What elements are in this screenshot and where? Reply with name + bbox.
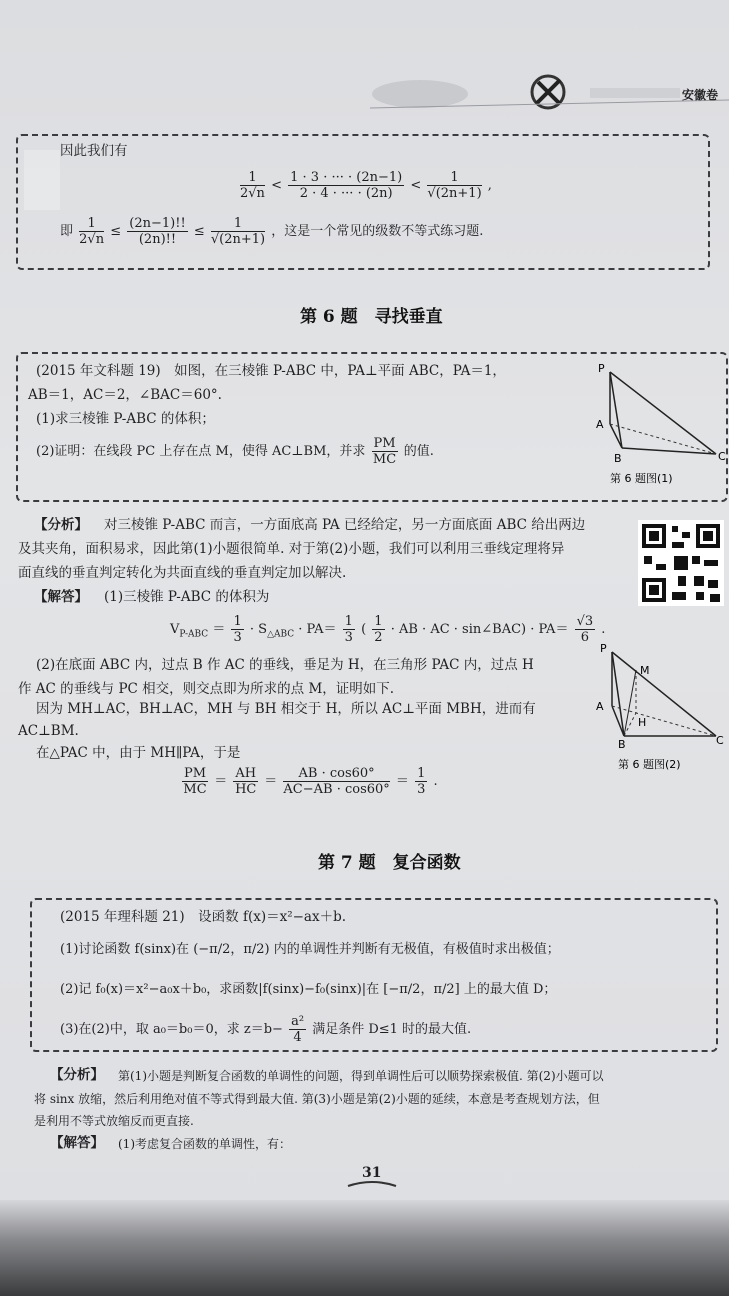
frac-den: 2 · 4 · ··· · (2n) [299,186,393,201]
volume-equation [170,614,605,645]
solution-line-1: (1)三棱锥 P-ABC 的体积为 [104,589,270,605]
header-region: 安徽卷 [682,88,719,102]
qr-code[interactable] [638,520,724,606]
frac-den: 2 [374,630,383,645]
frac-den: 2√n [240,186,265,201]
frac-num: 1 [427,170,481,186]
label-C: C [716,734,724,747]
text: · PA＝ [298,622,337,637]
label-M: M [640,664,650,677]
text: (2)证明：在线段 PC 上存在点 M，使得 AC⊥BM，并求 [36,444,366,459]
header-decoration [370,70,729,116]
frac-den: MC [372,452,397,467]
label-B: B [614,452,622,465]
volume-subscript: P-ABC [179,629,209,640]
page-header [370,70,729,116]
solution-line-4: 因为 MH⊥AC，BH⊥AC，MH 与 BH 相交于 H，所以 AC⊥平面 MBH，进而有 [36,701,536,717]
suffix: ，这是一个常见的级数不等式练习题. [271,224,484,239]
relation: ≤ [193,224,205,239]
label-P: P [600,644,607,655]
analysis-line-2: 将 sinx 放缩，然后利用绝对值不等式得到最大值. 第(3)小题是第(2)小题的延续，本意是考查规划方法，但 [34,1092,600,1106]
text: 内的单调性并判断有无极值，有极值时求出极值； [273,942,560,957]
solution-line-6: 在△PAC 中，由于 MH∥PA，于是 [36,745,241,761]
text: 满足条件 D≤1 时的最大值. [312,1022,472,1037]
problem-line-4 [36,436,434,467]
problem-line-2 [60,938,560,957]
inequality-2 [60,216,483,247]
problem-line-1: (2015 年文科题 19) 如图，在三棱锥 P-ABC 中，PA⊥平面 ABC，PA＝1， [36,363,506,379]
text: (1)讨论函数 f(sinx)在 [60,942,190,957]
frac-den: 3 [417,782,426,797]
frac-den: 6 [580,630,590,645]
interval: (−π/2，π/2) [193,942,270,957]
equals: ＝ [395,774,409,789]
frac-den: AC−AB · cos60° [283,782,390,797]
ratio-equation [180,766,438,797]
inequality-1 [238,170,492,201]
problem-line-3 [60,978,556,997]
figure-6-2 [590,644,728,776]
page-bottom-shadow [0,1200,729,1296]
figure-caption: 第 6 题图(2) [618,758,681,771]
figure-caption: 第 6 题图(1) [610,472,673,485]
analysis-label: 【分析】 [34,517,88,533]
frac-num: 1 [344,614,353,629]
punctuation: . [601,622,606,637]
text: (3)在(2)中，取 a₀＝b₀＝0，求 z＝b− [60,1022,283,1037]
solution-line-2: (2)在底面 ABC 内，过点 B 作 AC 的垂线，垂足为 H，在三角形 PAC 内，过点 H [36,657,534,673]
frac-den: √(2n+1) [210,232,266,247]
frac-den: √(2n+1) [427,186,482,201]
relation: < [410,178,422,193]
prefix: 即 [60,224,74,239]
frac-den: MC [183,782,207,797]
problem-line-1: (2015 年理科题 21) 设函数 f(x)＝x²−ax＋b. [60,909,347,925]
solution-label: 【解答】 [34,589,88,605]
frac-den: 4 [293,1030,302,1045]
intro-line: 因此我们有 [60,143,128,159]
frac-num: 1 [233,614,242,629]
frac-num: AB · cos60° [283,766,389,782]
label-H: H [638,716,647,729]
frac-num: PM [184,766,207,781]
volume-symbol: V [170,622,180,637]
qr-code-faint [24,150,60,210]
section-title-7: 第 7 题 复合函数 [318,853,461,873]
solution-line-3: 作 AC 的垂线与 PC 相交，则交点即为所求的点 M，证明如下. [18,681,395,697]
equals: ＝ [212,622,226,637]
page-number: 31 [362,1165,382,1181]
analysis-line-3: 是利用不等式放缩反而更直接. [34,1114,194,1128]
frac-den: 3 [344,630,353,645]
label-A: A [596,418,604,431]
problem-line-4 [60,1014,471,1045]
frac-den: (2n)!! [138,232,177,247]
frac-num: a² [291,1014,305,1029]
relation: < [271,178,282,193]
problem-line-3: (1)求三棱锥 P-ABC 的体积； [36,411,215,427]
solution-line-5: AC⊥BM. [18,723,79,739]
equals: ＝ [214,774,228,789]
interval: [−π/2，π/2] [383,982,460,997]
analysis-line-3: 面直线的垂直判定转化为共面直线的垂直判定加以解决. [18,565,347,581]
label-B: B [618,738,626,751]
frac-num: √3 [576,614,594,629]
frac-num: 1 [374,614,383,629]
page-number-swash [346,1180,398,1190]
frac-num: (2n−1)!! [129,216,186,231]
solution-line-1: (1)考虑复合函数的单调性，有： [118,1137,291,1151]
text: 的值. [403,444,434,459]
text: 上的最大值 D； [463,982,557,997]
frac-den: 3 [233,630,242,645]
area-subscript: △ABC [267,629,295,640]
text: · AB · AC · sin∠BAC) · PA＝ [390,622,569,637]
solution-label: 【解答】 [50,1135,104,1151]
figure-6-1 [588,362,728,490]
equals: ＝ [264,774,278,789]
problem-line-2: AB＝1，AC＝2，∠BAC＝60°. [28,387,222,403]
paren: ( [361,622,367,637]
frac-den: 2√n [79,232,105,247]
label-P: P [598,362,605,375]
frac-num: 1 [211,216,265,232]
punctuation: , [487,178,492,193]
frac-num: 1 · 3 · ··· · (2n−1) [290,170,403,185]
label-C: C [718,450,726,463]
frac-num: 1 [240,170,265,186]
text: · S [249,622,268,637]
frac-num: 1 [417,766,426,781]
frac-num: 1 [79,216,104,232]
frac-den: HC [235,782,257,797]
analysis-line-1: 对三棱锥 P-ABC 而言，一方面底高 PA 已经给定，另一方面底面 ABC 给出两边 [104,517,586,533]
section-title-6: 第 6 题 寻找垂直 [300,307,443,327]
frac-num: AH [235,766,257,781]
punctuation: . [433,774,438,789]
analysis-line-1: 第(1)小题是判断复合函数的单调性的问题，得到单调性后可以顺势探索极值. 第(2)小题可以 [118,1069,604,1083]
analysis-label: 【分析】 [50,1067,104,1083]
text: (2)记 f₀(x)＝x²−a₀x＋b₀，求函数|f(sinx)−f₀(sinx)|在 [60,982,380,997]
relation: ≤ [110,224,122,239]
label-A: A [596,700,604,713]
frac-num: PM [373,436,396,451]
analysis-line-2: 及其夹角，面积易求，因此第(1)小题很简单. 对于第(2)小题，我们可以利用三垂线定理将异 [18,541,565,557]
